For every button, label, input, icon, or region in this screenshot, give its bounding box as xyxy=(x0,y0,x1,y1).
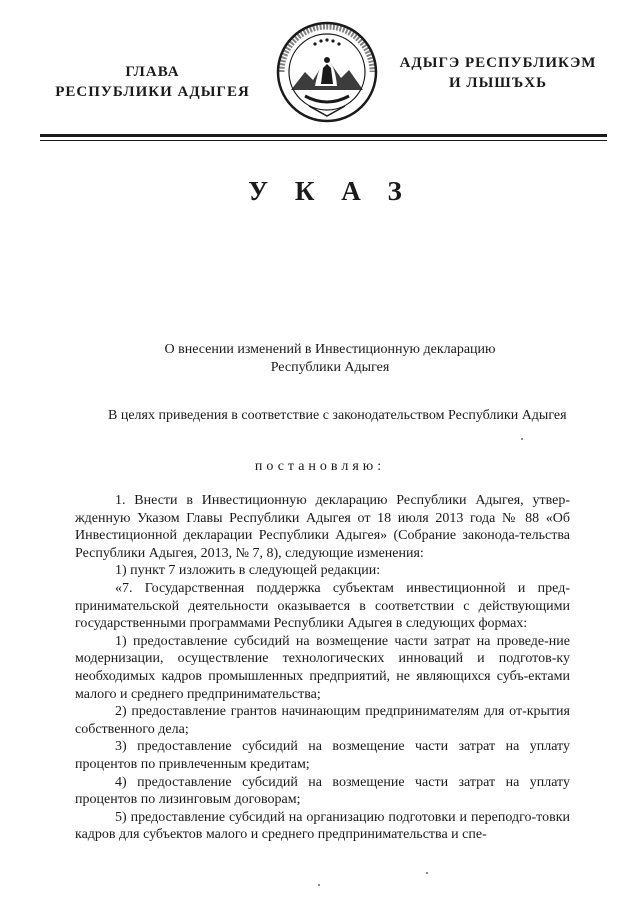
scan-speck xyxy=(318,884,320,886)
header-authority-russian xyxy=(40,62,265,102)
subject-line: О внесении изменений в Инвестиционную декларацию xyxy=(164,342,496,357)
header-line: АДЫГЭ РЕСПУБЛИКЭМ xyxy=(399,55,597,71)
decree-word: постановляю: xyxy=(254,459,386,474)
paragraph: 3) предоставление субсидий на возмещение части затрат на уплату процентов по привлеченным кредитам; xyxy=(75,739,570,772)
header-divider-thick xyxy=(40,134,607,137)
paragraph: 5) предоставление субсидий на организацию подготовки и переподго-товки кадров для субъектов малого и среднего предпринимательства и спе- xyxy=(75,809,570,843)
paragraph: «7. Государственная поддержка субъектам инвестиционной и пред-принимательской деятельности оказывается в соответствии с действующими государственными программами Республики Адыгея в следующих формах: xyxy=(75,580,570,632)
header-divider-thin xyxy=(40,140,607,141)
document-title: У К А З xyxy=(248,176,412,206)
paragraph: 1) предоставление субсидий на возмещение части затрат на проведе-ние модернизации, осуществление технологических инноваций и подготов-ку необходимых кадров промышленных предприятий, не являющихся субъ-ектами малого и среднего предпринимательства; xyxy=(75,633,570,702)
paragraph: 1) пункт 7 изложить в следующей редакции: xyxy=(115,563,381,579)
decree-body xyxy=(75,492,570,844)
preamble xyxy=(75,407,570,425)
scan-speck xyxy=(521,438,523,440)
subject-line: Республики Адыгея xyxy=(270,360,390,375)
paragraph: 2) предоставление грантов начинающим предпринимателям для от-крытия собственного дела; xyxy=(75,704,570,737)
header-authority-adyghe xyxy=(388,53,608,93)
paragraph: 4) предоставление субсидий на возмещение части затрат на уплату процентов по лизинговым договорам; xyxy=(75,774,570,808)
paragraph: 1. Внести в Инвестиционную декларацию Республики Адыгея, утвер-жденную Указом Главы Республики Адыгея от 18 июля 2013 года № 88 «Об Инвестиционной декларации Республики Адыгея» (Собрание законода-тельства Республики Адыгея, 2013, № 7, 8), следующие изменения: xyxy=(75,493,570,561)
header-line: ГЛАВА xyxy=(125,64,180,80)
header-line: РЕСПУБЛИКИ АДЫГЕЯ xyxy=(55,84,250,100)
decree-subject xyxy=(120,341,540,377)
scan-speck xyxy=(426,872,428,874)
header-line: И ЛЫШЪХЬ xyxy=(448,75,548,91)
preamble-text: В целях приведения в соответствие с законодательством Республики Адыгея xyxy=(108,408,567,423)
coat-of-arms-emblem xyxy=(275,20,379,124)
